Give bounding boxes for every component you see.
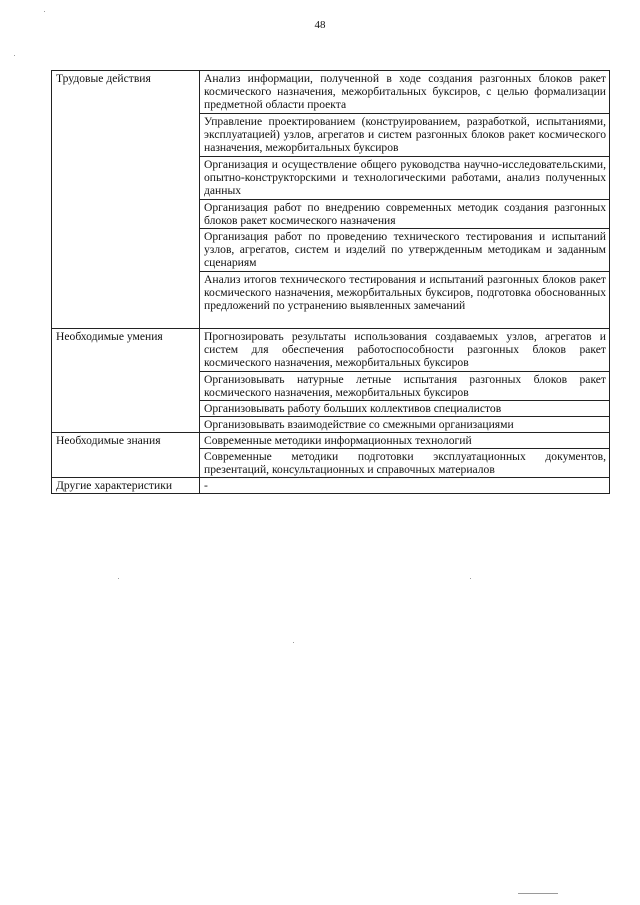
table-cell [200,372,610,401]
skill-text: Прогнозировать результаты использования создаваемых узлов, агрегатов и систем для обеспечения работоспособности разгонных блоков ракет космического назначения, межорбитальных буксиров [204,330,606,369]
table-cell [200,433,610,449]
table-cell [200,329,610,372]
table-cell [200,478,610,494]
section-label-required-skills [52,329,200,433]
table-cell [200,229,610,272]
labor-action-text: Организация работ по внедрению современных методик создания разгонных блоков ракет космического назначения [204,201,606,227]
table-cell [200,401,610,417]
scan-speck [518,893,558,894]
section-label-text: Необходимые знания [56,434,161,447]
table-row [52,433,610,449]
labor-action-text: Управление проектированием (конструированием, разработкой, испытаниями, эксплуатацией) узлов, агрегатов и систем разгонных блоков ракет космического назначения, межорбитальных буксиров [204,115,606,154]
table-cell [200,449,610,478]
table-cell [200,114,610,157]
scan-speck [44,11,45,12]
labor-action-text: Организация и осуществление общего руководства научно-исследовательскими, опытно-конструкторскими и технологическими работами, анализ полученных данных [204,158,606,197]
table-cell [200,71,610,114]
section-label-text: Другие характеристики [56,479,173,492]
labor-functions-table [51,70,610,494]
section-label-text: Трудовые действия [56,72,151,85]
table-cell [200,272,610,329]
section-label-labor-actions [52,71,200,329]
labor-action-text: Организация работ по проведению технического тестирования и испытаний узлов, агрегатов, систем и изделий по утвержденным методикам и заданным сценариям [204,230,606,269]
knowledge-text: Современные методики подготовки эксплуатационных документов, презентаций, консультационных и справочных материалов [204,450,606,476]
skill-text: Организовывать работу больших коллективов специалистов [204,402,502,415]
table-cell [200,200,610,229]
skill-text: Организовывать взаимодействие со смежными организациями [204,418,514,431]
scan-speck [293,642,294,643]
section-label-text: Необходимые умения [56,330,163,343]
table-row [52,71,610,114]
scan-speck [14,55,15,56]
scan-speck [118,578,119,579]
labor-action-text: Анализ итогов технического тестирования и испытаний разгонных блоков ракет космического назначения, межорбитальных буксиров, подготовка обоснованных предложений по устранению выявленных замечаний [204,273,606,312]
scan-speck [470,578,471,579]
other-characteristics-text: - [204,479,208,492]
table-cell [200,157,610,200]
section-label-required-knowledge [52,433,200,478]
table-cell [200,417,610,433]
skill-text: Организовывать натурные летные испытания разгонных блоков ракет космического назначения, межорбитальных буксиров [204,373,606,399]
page-number: 48 [314,19,326,31]
table-row [52,329,610,372]
table-row [52,478,610,494]
labor-action-text: Анализ информации, полученной в ходе создания разгонных блоков ракет космического назначения, межорбитальных буксиров, с целью формализации предметной области проекта [204,72,606,111]
section-label-other-characteristics [52,478,200,494]
knowledge-text: Современные методики информационных технологий [204,434,472,447]
